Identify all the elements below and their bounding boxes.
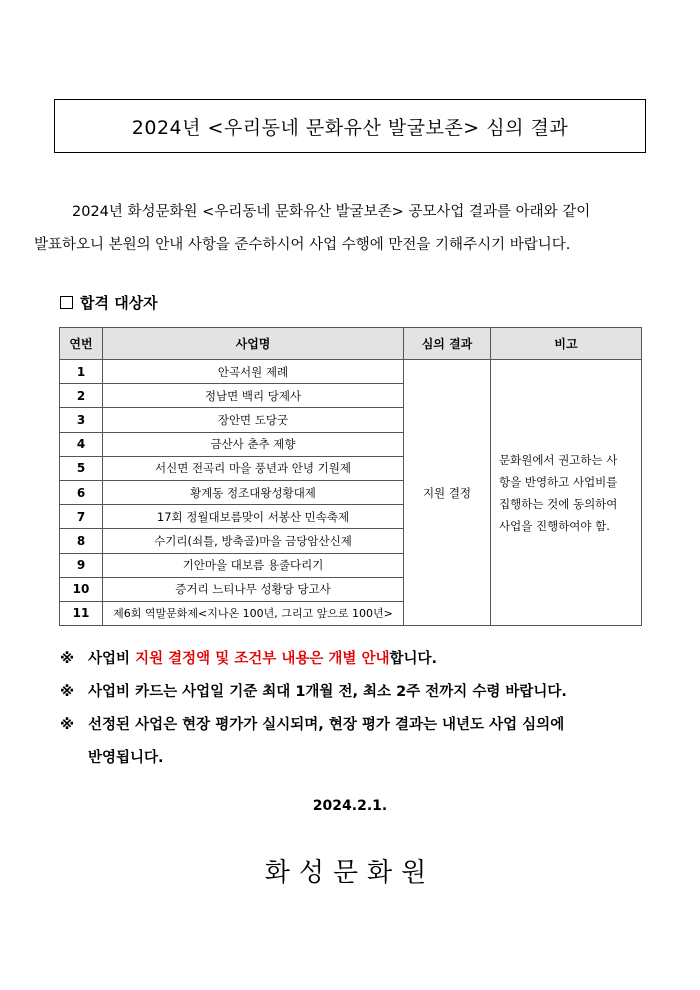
remarks-cell — [491, 360, 642, 626]
header-result: 심의 결과 — [404, 328, 491, 360]
reference-mark-icon: ※ — [60, 684, 75, 700]
row-project-name: 제6회 역말문화제<지나온 100년, 그리고 앞으로 100년> — [103, 601, 404, 625]
row-project-name: 황계동 정조대왕성황대제 — [103, 480, 404, 504]
row-project-name: 기안마을 대보름 용줄다리기 — [103, 553, 404, 577]
document-title-box — [54, 99, 646, 153]
remarks-line: 항을 반영하고 사업비를 — [499, 474, 618, 489]
row-number: 11 — [60, 601, 103, 625]
organization-name: 화성문화원 — [264, 858, 436, 888]
remarks-line: 문화원에서 권고하는 사 — [499, 452, 618, 467]
notice-item — [60, 709, 660, 775]
intro-paragraph — [34, 196, 654, 262]
row-number: 7 — [60, 505, 103, 529]
notice-item — [60, 676, 660, 709]
notice-list — [60, 643, 660, 775]
header-project-name: 사업명 — [103, 328, 404, 360]
row-number: 8 — [60, 529, 103, 553]
table-row — [60, 360, 642, 384]
reference-mark-icon: ※ — [60, 717, 75, 733]
row-project-name: 증거리 느티나무 성황당 당고사 — [103, 577, 404, 601]
row-project-name: 금산사 춘추 제향 — [103, 432, 404, 456]
results-table — [59, 327, 642, 626]
row-number: 6 — [60, 480, 103, 504]
row-project-name: 서신면 전곡리 마을 풍년과 안녕 기원제 — [103, 456, 404, 480]
row-number: 1 — [60, 360, 103, 384]
reference-mark-icon: ※ — [60, 651, 75, 667]
notice-2-text: 사업비 카드는 사업일 기준 최대 1개월 전, 최소 2주 전까지 수령 바랍니다. — [88, 684, 567, 700]
remarks-line: 집행하는 것에 동의하여 — [499, 496, 618, 511]
remarks-line: 사업을 진행하여야 함. — [499, 518, 610, 533]
row-number: 5 — [60, 456, 103, 480]
row-number: 3 — [60, 408, 103, 432]
row-number: 9 — [60, 553, 103, 577]
intro-line-1: 2024년 화성문화원 <우리동네 문화유산 발굴보존> 공모사업 결과를 아래와 같이 — [72, 204, 591, 220]
header-number: 연번 — [60, 328, 103, 360]
document-date: 2024.2.1. — [312, 798, 388, 814]
row-number: 2 — [60, 384, 103, 408]
row-project-name: 수기리(쇠틀, 방축골)마을 금당암산신제 — [103, 529, 404, 553]
notice-3-line-2: 반영됩니다. — [88, 750, 164, 766]
row-project-name: 장안면 도당굿 — [103, 408, 404, 432]
result-cell: 지원 결정 — [404, 360, 491, 626]
square-bullet-icon — [60, 296, 73, 309]
notice-item — [60, 643, 660, 676]
section-heading — [60, 292, 158, 313]
row-project-name: 정남면 백리 당제사 — [103, 384, 404, 408]
notice-3-line-1: 선정된 사업은 현장 평가가 실시되며, 현장 평가 결과는 내년도 사업 심의에 — [88, 717, 565, 733]
notice-1-suffix: 합니다. — [389, 651, 438, 667]
row-project-name: 17회 정월대보름맞이 서봉산 민속축제 — [103, 505, 404, 529]
section-title: 합격 대상자 — [80, 294, 158, 312]
notice-1-prefix: 사업비 — [88, 651, 136, 667]
row-number: 4 — [60, 432, 103, 456]
header-remarks: 비고 — [491, 328, 642, 360]
intro-line-2: 발표하오니 본원의 안내 사항을 준수하시어 사업 수행에 만전을 기해주시기 바랍니다. — [34, 237, 571, 253]
document-title: 2024년 <우리동네 문화유산 발굴보존> 심의 결과 — [131, 116, 569, 139]
notice-1-highlight: 지원 결정액 및 조건부 내용은 개별 안내 — [135, 651, 390, 667]
table-header-row — [60, 328, 642, 360]
row-number: 10 — [60, 577, 103, 601]
row-project-name: 안곡서원 제례 — [103, 360, 404, 384]
